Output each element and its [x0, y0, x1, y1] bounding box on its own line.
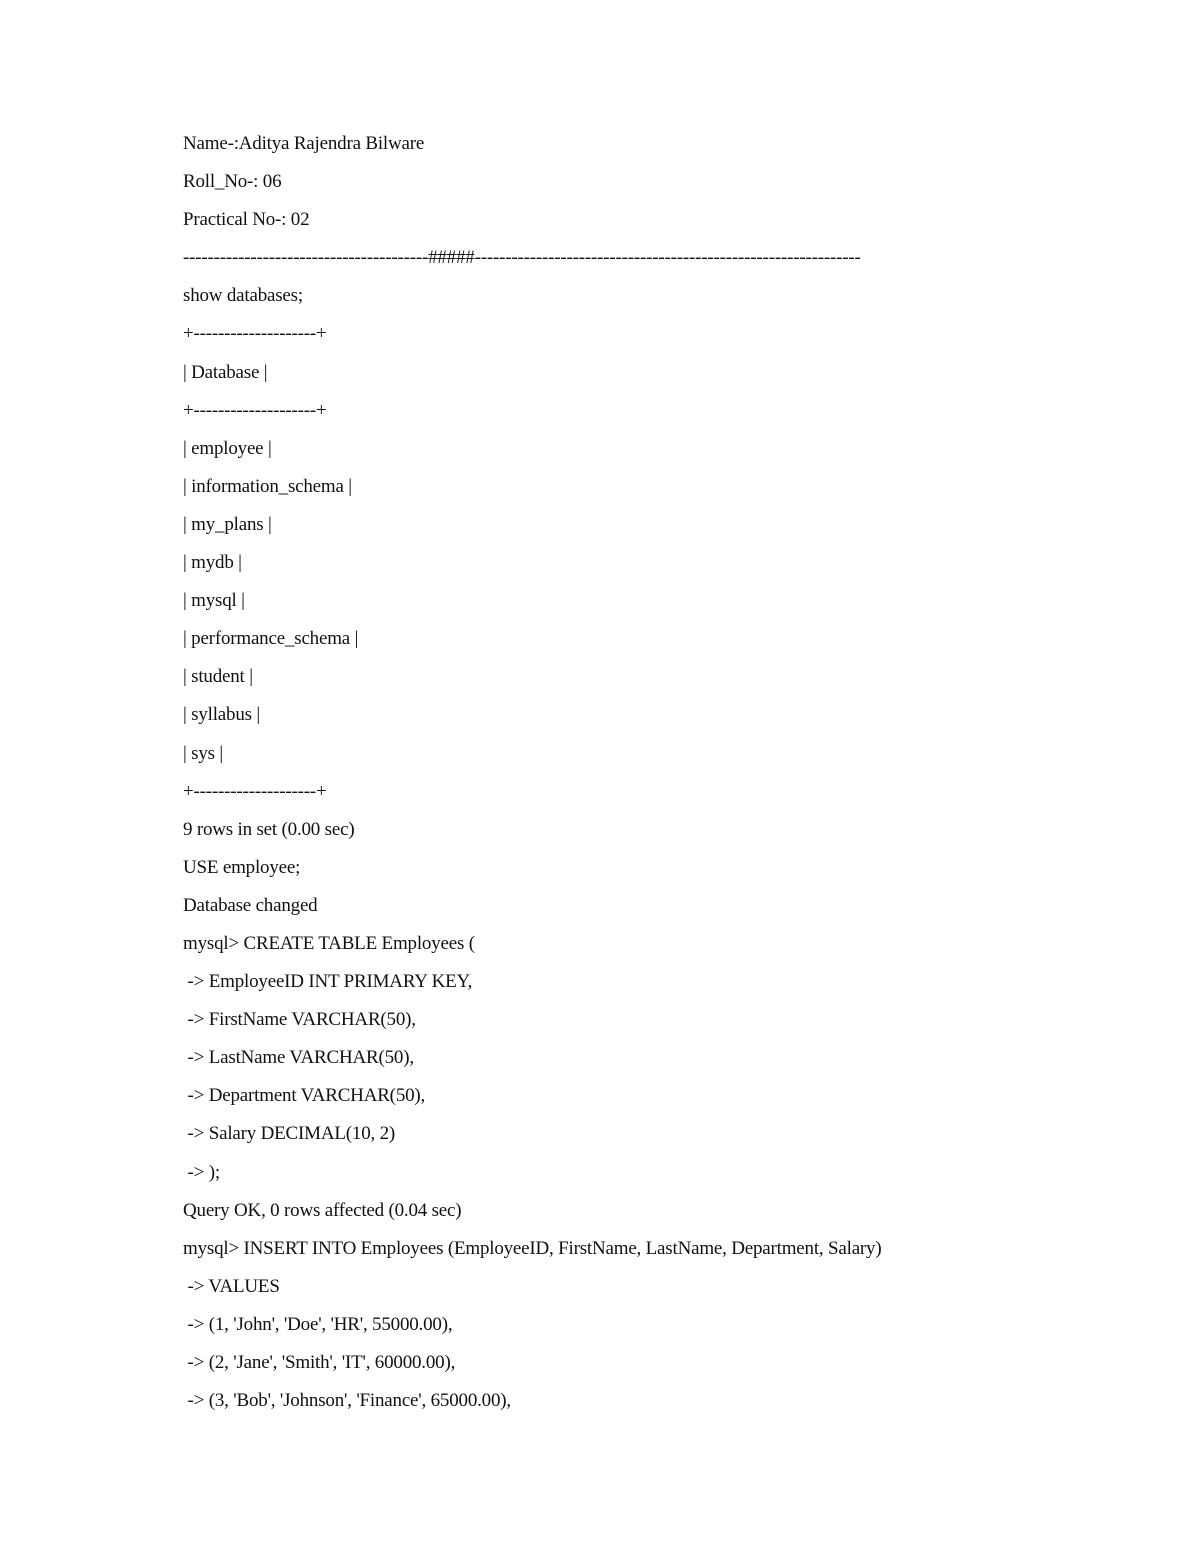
sql-continuation-line: -> Department VARCHAR(50),: [183, 1085, 426, 1107]
table-header-line: | Database |: [183, 361, 268, 383]
table-row-line: | sys |: [183, 742, 223, 764]
sql-continuation-line: -> FirstName VARCHAR(50),: [183, 1009, 416, 1031]
sql-command-line: show databases;: [183, 285, 303, 307]
sql-continuation-line: -> );: [183, 1161, 220, 1183]
sql-command-line: mysql> CREATE TABLE Employees (: [183, 932, 475, 954]
table-row-line: | mydb |: [183, 552, 242, 574]
table-row-line: | employee |: [183, 437, 272, 459]
table-row-line: | my_plans |: [183, 513, 272, 535]
practical-number-line: Practical No-: 02: [183, 209, 310, 231]
query-result-line: Query OK, 0 rows affected (0.04 sec): [183, 1199, 462, 1221]
separator-line: ----------------------------------------#####---------------------------------------------------------------: [183, 247, 861, 269]
sql-continuation-line: -> LastName VARCHAR(50),: [183, 1047, 414, 1069]
sql-continuation-line: -> Salary DECIMAL(10, 2): [183, 1123, 396, 1145]
sql-continuation-line: -> (2, 'Jane', 'Smith', 'IT', 60000.00),: [183, 1352, 456, 1373]
sql-command-line: USE employee;: [183, 856, 301, 878]
table-row-line: | syllabus |: [183, 704, 260, 726]
query-result-line: 9 rows in set (0.00 sec): [183, 818, 355, 840]
student-name-line: Name-:Aditya Rajendra Bilware: [183, 133, 425, 154]
table-border-line: +--------------------+: [183, 780, 327, 802]
sql-continuation-line: -> EmployeeID INT PRIMARY KEY,: [183, 971, 473, 993]
sql-continuation-line: -> (3, 'Bob', 'Johnson', 'Finance', 65000.00),: [183, 1390, 511, 1412]
table-row-line: | student |: [183, 666, 253, 688]
roll-number-line: Roll_No-: 06: [183, 171, 282, 193]
table-row-line: | performance_schema |: [183, 628, 359, 650]
query-result-line: Database changed: [183, 894, 318, 916]
table-row-line: | information_schema |: [183, 475, 352, 497]
sql-continuation-line: -> VALUES: [183, 1275, 280, 1297]
table-border-line: +--------------------+: [183, 323, 327, 345]
table-row-line: | mysql |: [183, 590, 245, 612]
table-border-line: +--------------------+: [183, 399, 327, 421]
sql-command-line: mysql> INSERT INTO Employees (EmployeeID, FirstName, LastName, Department, Salary): [183, 1237, 882, 1259]
sql-continuation-line: -> (1, 'John', 'Doe', 'HR', 55000.00),: [183, 1313, 453, 1335]
document-body: [183, 130, 1083, 1425]
